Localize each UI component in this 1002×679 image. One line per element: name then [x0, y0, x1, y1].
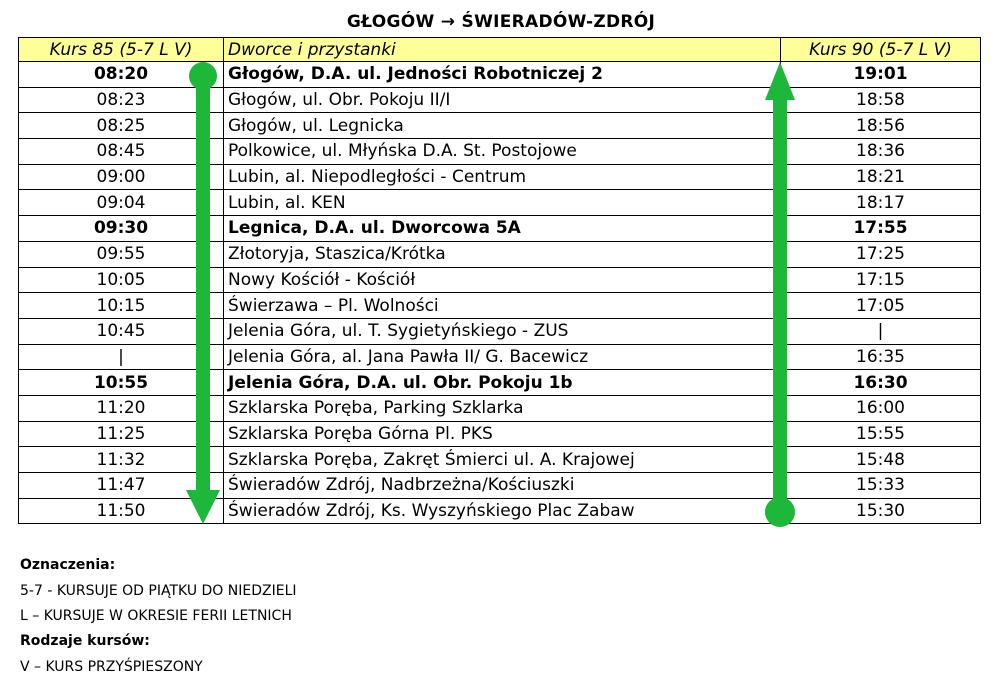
arrow-up-icon: [765, 62, 795, 527]
stop-name: Głogów, D.A. ul. Jedności Robotniczej 2: [224, 62, 781, 88]
departure-time: 11:20: [19, 395, 224, 421]
return-time: 16:35: [781, 344, 981, 370]
return-time: 15:33: [781, 473, 981, 499]
return-time: 15:30: [781, 498, 981, 524]
departure-time: 09:30: [19, 216, 224, 242]
stop-name: Głogów, ul. Legnicka: [224, 113, 781, 139]
stop-name: Polkowice, ul. Młyńska D.A. St. Postojowe: [224, 139, 781, 165]
return-time: 18:17: [781, 190, 981, 216]
stop-name: Lubin, al. Niepodległości - Centrum: [224, 164, 781, 190]
return-time: 17:25: [781, 241, 981, 267]
stop-name: Jelenia Góra, al. Jana Pawła II/ G. Bacewicz: [224, 344, 781, 370]
stop-name: Złotoryja, Staszica/Krótka: [224, 241, 781, 267]
departure-time: 10:05: [19, 267, 224, 293]
departure-time: 09:04: [19, 190, 224, 216]
return-time: 18:21: [781, 164, 981, 190]
departure-time: 08:20: [19, 62, 224, 88]
header-kurs-90: Kurs 90 (5-7 L V): [781, 38, 981, 62]
legend-oznaczenia-label: Oznaczenia:: [20, 557, 116, 573]
departure-time: 10:45: [19, 318, 224, 344]
return-time: |: [781, 318, 981, 344]
stop-name: Świeradów Zdrój, Ks. Wyszyńskiego Plac Zabaw: [224, 498, 781, 524]
departure-time: |: [19, 344, 224, 370]
legend-line-5-7: 5-7 - KURSUJE OD PIĄTKU DO NIEDZIELI: [20, 583, 297, 599]
stop-name: Szklarska Poręba, Parking Szklarka: [224, 395, 781, 421]
departure-time: 11:50: [19, 498, 224, 524]
departure-time: 09:55: [19, 241, 224, 267]
stop-name: Legnica, D.A. ul. Dworcowa 5A: [224, 216, 781, 242]
stop-name: Jelenia Góra, D.A. ul. Obr. Pokoju 1b: [224, 370, 781, 396]
return-time: 15:48: [781, 447, 981, 473]
return-time: 18:36: [781, 139, 981, 165]
departure-time: 08:23: [19, 87, 224, 113]
departure-time: 10:55: [19, 370, 224, 396]
return-time: 19:01: [781, 62, 981, 88]
departure-time: 08:25: [19, 113, 224, 139]
stop-name: Jelenia Góra, ul. T. Sygietyńskiego - ZUS: [224, 318, 781, 344]
departure-time: 11:32: [19, 447, 224, 473]
return-time: 17:55: [781, 216, 981, 242]
return-time: 15:55: [781, 421, 981, 447]
legend-rodzaje-label: Rodzaje kursów:: [20, 633, 150, 649]
stop-name: Nowy Kościół - Kościół: [224, 267, 781, 293]
departure-time: 11:47: [19, 473, 224, 499]
departure-time: 11:25: [19, 421, 224, 447]
stop-name: Świerzawa – Pl. Wolności: [224, 293, 781, 319]
stop-name: Świeradów Zdrój, Nadbrzeżna/Kościuszki: [224, 473, 781, 499]
stop-name: Szklarska Poręba, Zakręt Śmierci ul. A. Krajowej: [224, 447, 781, 473]
return-time: 17:15: [781, 267, 981, 293]
departure-time: 08:45: [19, 139, 224, 165]
return-time: 16:00: [781, 395, 981, 421]
arrow-down-icon: [186, 62, 220, 524]
stop-name: Lubin, al. KEN: [224, 190, 781, 216]
departure-time: 10:15: [19, 293, 224, 319]
return-time: 18:58: [781, 87, 981, 113]
stop-name: Szklarska Poręba Górna Pl. PKS: [224, 421, 781, 447]
departure-time: 09:00: [19, 164, 224, 190]
return-time: 16:30: [781, 370, 981, 396]
legend-line-l: L – KURSUJE W OKRESIE FERII LETNICH: [20, 608, 292, 624]
return-time: 18:56: [781, 113, 981, 139]
stop-name: Głogów, ul. Obr. Pokoju II/I: [224, 87, 781, 113]
legend-line-v: V – KURS PRZYŚPIESZONY: [20, 659, 203, 675]
page-title: GŁOGÓW → ŚWIERADÓW-ZDRÓJ: [346, 12, 656, 32]
header-kurs-85: Kurs 85 (5-7 L V): [19, 38, 224, 62]
header-stops: Dworce i przystanki: [224, 38, 781, 62]
return-time: 17:05: [781, 293, 981, 319]
